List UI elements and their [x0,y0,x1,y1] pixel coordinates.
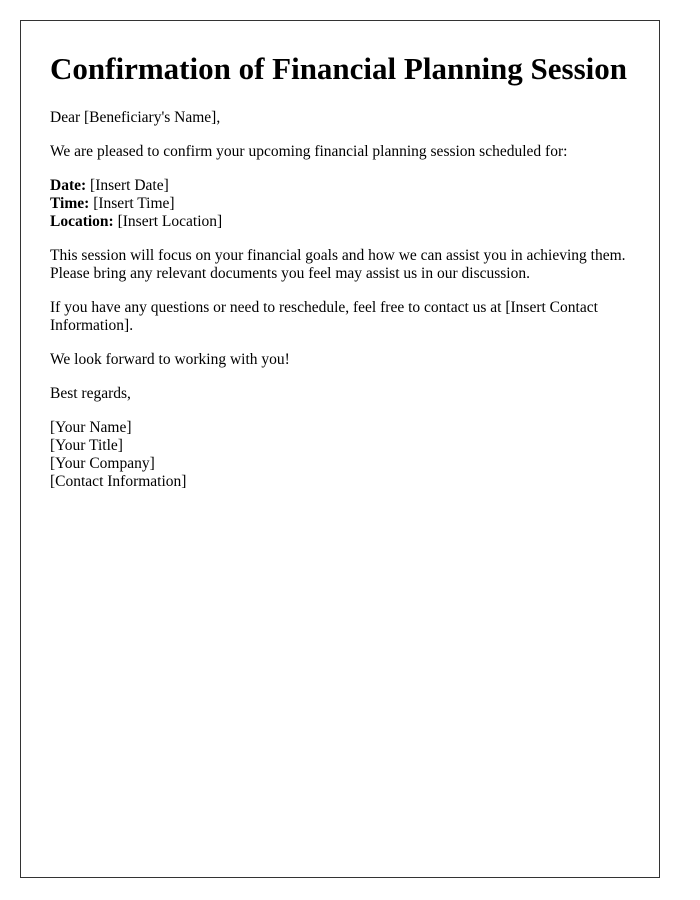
signature-contact: [Contact Information] [50,473,187,490]
sign-off: Best regards, [50,385,131,402]
detail-location-value: [Insert Location] [113,213,223,230]
detail-time-label: Time: [50,195,90,212]
detail-location [50,213,630,231]
signature-name: [Your Name] [50,419,132,436]
signature-title: [Your Title] [50,437,123,454]
salutation: Dear [Beneficiary's Name], [50,109,221,126]
detail-location-label: Location: [50,213,114,230]
detail-date-value: [Insert Date] [86,177,169,194]
signature-block [50,419,630,491]
body-paragraph-focus: This session will focus on your financial goals and how we can assist you in achieving them. Please bring any relevant documents you feel may assist us in our discussion. [50,247,626,282]
closing-line: We look forward to working with you! [50,351,290,368]
signature-company: [Your Company] [50,455,155,472]
session-details [50,177,630,231]
detail-date [50,177,630,195]
detail-time [50,195,630,213]
letter-page [20,20,660,878]
letter-title: Confirmation of Financial Planning Session [50,51,628,86]
body-paragraph-contact: If you have any questions or need to reschedule, feel free to contact us at [Insert Contact Information]. [50,299,598,334]
detail-date-label: Date: [50,177,87,194]
intro-paragraph: We are pleased to confirm your upcoming financial planning session scheduled for: [50,143,568,160]
detail-time-value: [Insert Time] [89,195,175,212]
